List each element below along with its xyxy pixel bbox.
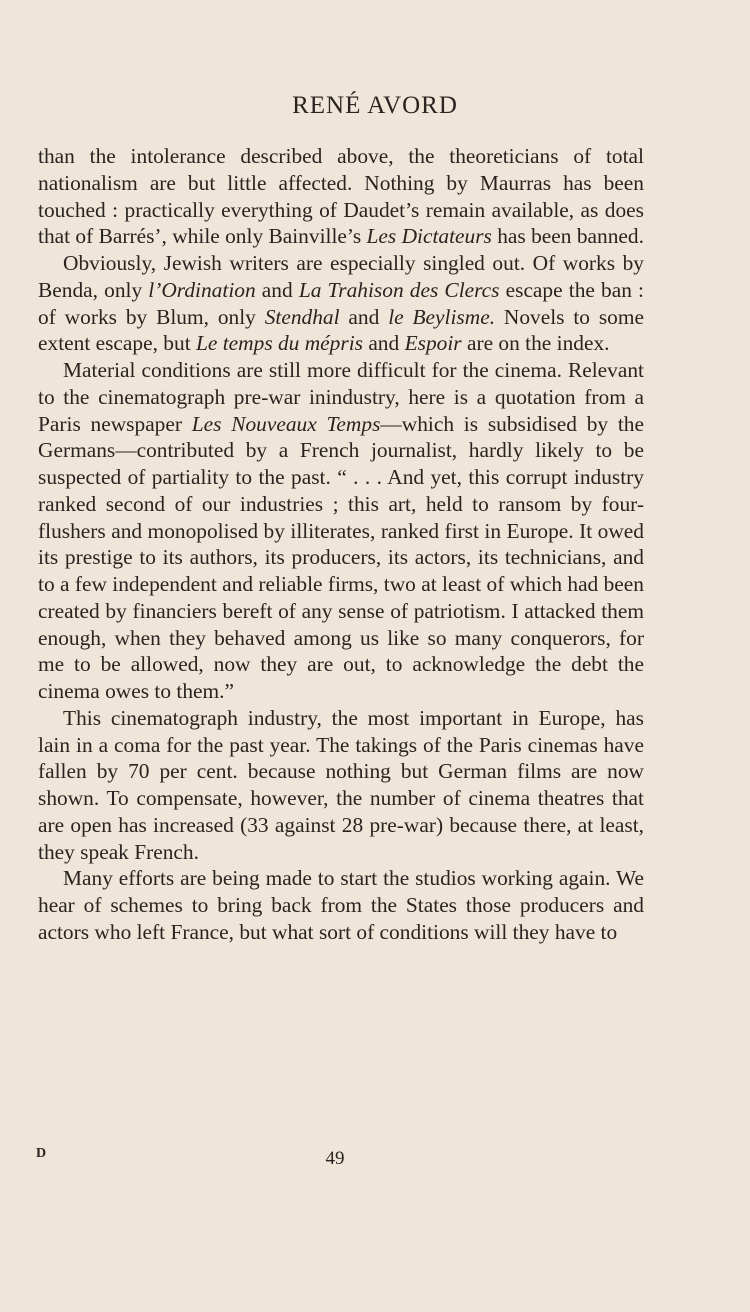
- book-title-trahison-des-clercs: La Trahison des Clercs: [298, 277, 500, 302]
- paragraph-2-text: Novels to some extent escape, but: [38, 304, 645, 356]
- paragraph-2: [38, 250, 644, 357]
- book-title-stendhal: Stendhal: [264, 304, 340, 329]
- paragraph-5: Many efforts are being made to start the studios working again. We hear of schemes to bring back from the States those producers and actors who left France, but what sort of conditions will they have to: [38, 866, 644, 944]
- paragraph-3: [38, 357, 644, 705]
- paragraph-2-text: Obviously, Jewish writers are especially singled out. Of works by Benda, only: [38, 251, 644, 302]
- book-title-le-beylisme: le Beylisme.: [388, 304, 496, 329]
- book-title-les-dictateurs: Les Dictateurs: [366, 224, 492, 249]
- paragraph-2-text-end: are on the index.: [461, 331, 610, 356]
- paragraph-2-text: and: [255, 277, 299, 302]
- paragraph-2-text: and: [339, 304, 389, 329]
- book-title-le-temps-du-mepris: Le temps du mépris: [196, 331, 363, 356]
- book-title-espoir: Espoir: [404, 331, 462, 356]
- page-number: 49: [325, 1148, 345, 1169]
- paragraph-2-text: escape the ban : of works by Blum, only: [38, 277, 644, 329]
- paragraph-1: [38, 143, 644, 250]
- paragraph-1-text: than the intolerance described above, the theoreticians of total nationalism are but little affected. Nothing by Maurras has been touched : practically everything of Daudet’s remain available, as does that of Barrés’, while only Bainville’s: [38, 144, 644, 249]
- paragraph-3-text-end: —which is subsidised by the Germans—contributed by a French journalist, hardly likely to be suspected of partiality to the past. “ . . . And yet, this corrupt industry ranked second of our industries ; this art, held to ransom by four-flushers and monopolised by illiterates, ranked first in Europe. It owed its prestige to its authors, its producers, its actors, its technicians, and to a few independent and reliable firms, two at least of which had been created by financiers bereft of any sense of patriotism. I attacked them enough, when they behaved among us like so many conquerors, for me to be allowed, now they are out, to acknowledge the debt the cinema owes to them.”: [38, 411, 644, 703]
- paragraph-1-text-end: has been banned.: [491, 224, 644, 249]
- paragraph-4: This cinematograph industry, the most important in Europe, has lain in a coma for the past year. The takings of the Paris cinemas have fallen by 70 per cent. because nothing but German films are now shown. To compensate, however, the number of cinema theatres that are open has increased (33 against 28 pre-war) because there, at least, they speak French.: [38, 705, 644, 864]
- paragraph-2-text: and: [362, 331, 405, 356]
- signature-mark: D: [36, 1146, 47, 1161]
- running-head: RENÉ AVORD: [292, 92, 458, 119]
- newspaper-title-les-nouveaux-temps: Les Nouveaux Temps: [191, 411, 381, 436]
- body-text: [38, 143, 644, 946]
- book-title-ordination: l’Ordination: [148, 277, 256, 302]
- paragraph-3-text: Material conditions are still more difficult for the cinema. Relevant to the cinematograph pre-war inindustry, here is a quotation from a Paris newspaper: [38, 358, 644, 436]
